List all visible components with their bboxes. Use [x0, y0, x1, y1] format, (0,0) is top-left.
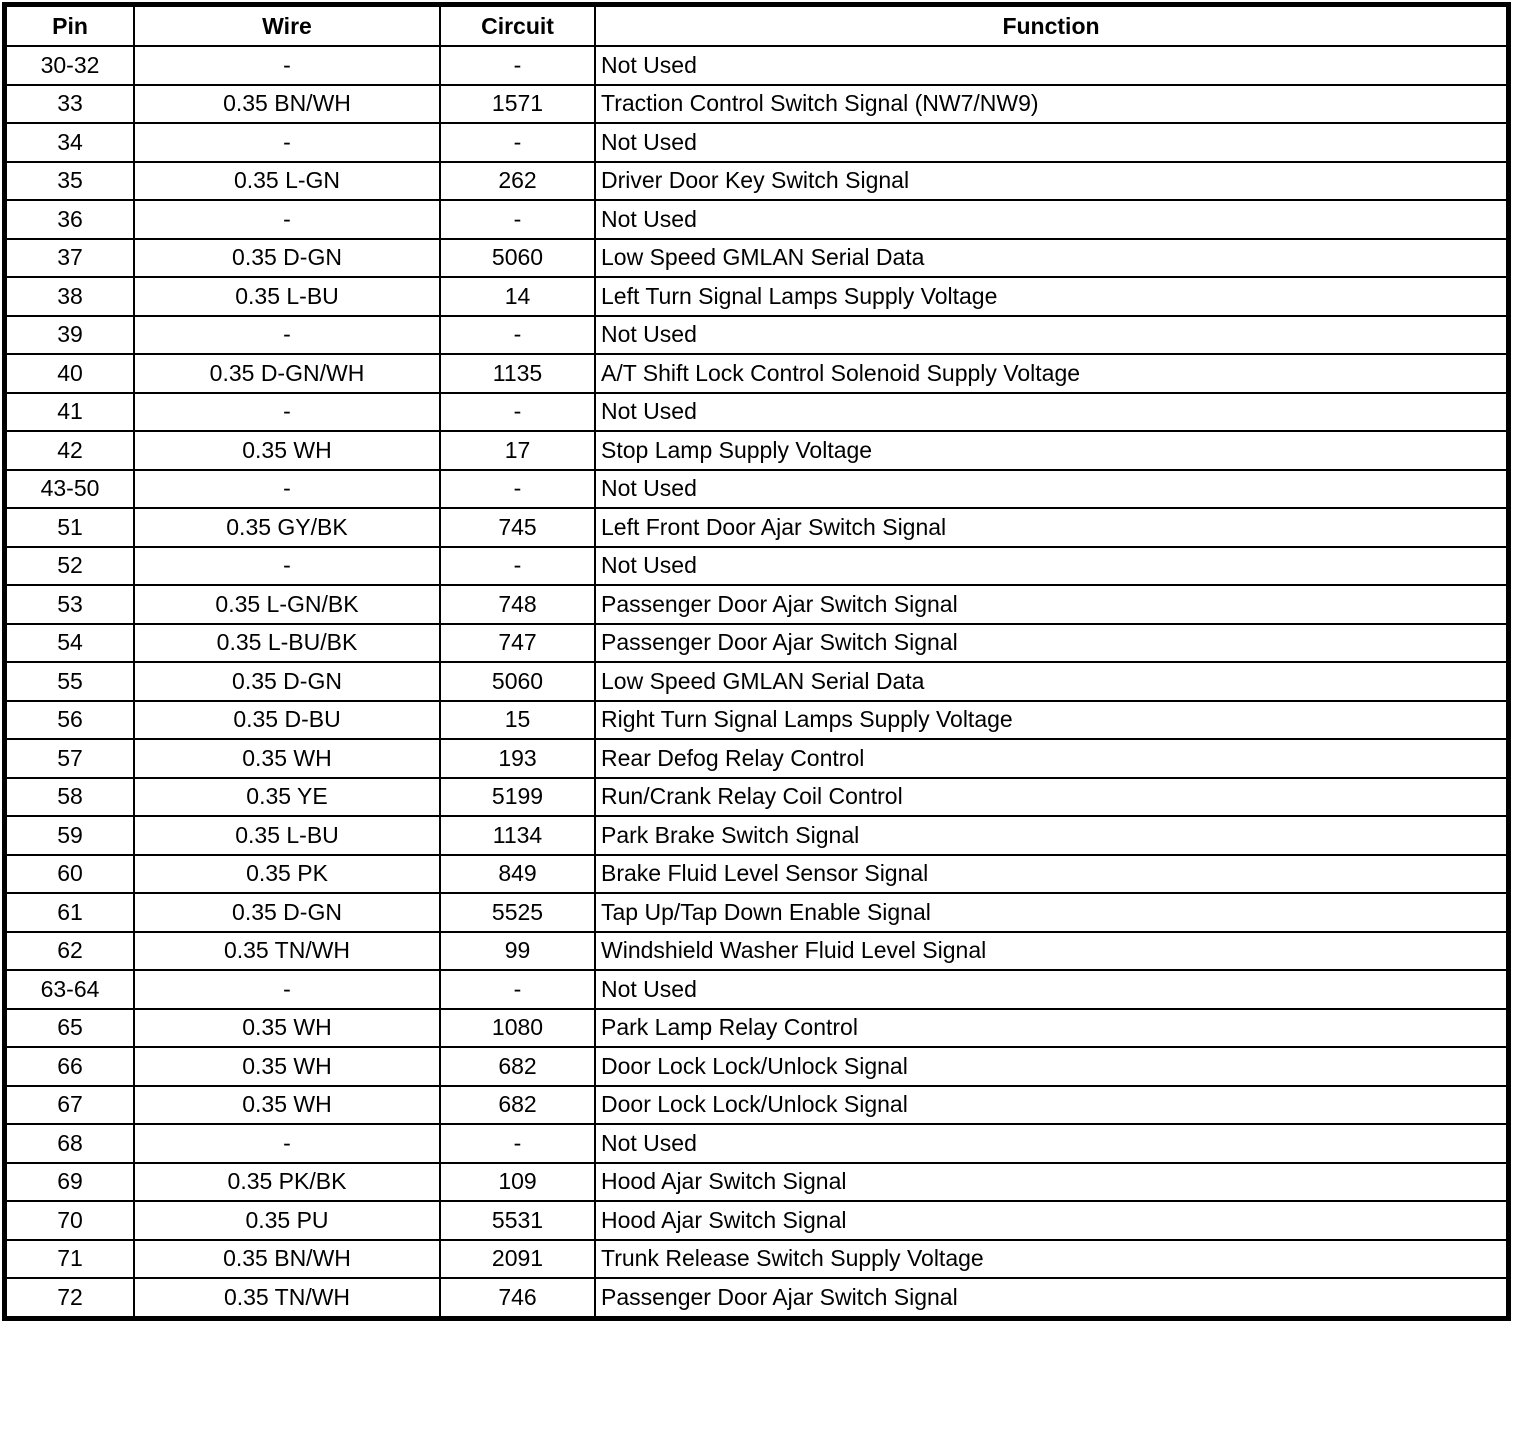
cell-function: Hood Ajar Switch Signal	[595, 1201, 1507, 1240]
cell-function: Not Used	[595, 470, 1507, 509]
cell-circuit: 5060	[440, 662, 595, 701]
cell-circuit: -	[440, 46, 595, 85]
table-row	[6, 778, 1507, 817]
table-row	[6, 816, 1507, 855]
table-row	[6, 470, 1507, 509]
table-row	[6, 393, 1507, 432]
table-row	[6, 1124, 1507, 1163]
cell-function: Not Used	[595, 123, 1507, 162]
cell-wire: 0.35 TN/WH	[134, 932, 440, 971]
cell-function: Passenger Door Ajar Switch Signal	[595, 624, 1507, 663]
header-row	[6, 6, 1507, 46]
cell-wire: -	[134, 200, 440, 239]
cell-function: Not Used	[595, 547, 1507, 586]
cell-wire: -	[134, 1124, 440, 1163]
cell-pin: 40	[6, 354, 134, 393]
cell-pin: 66	[6, 1047, 134, 1086]
cell-wire: 0.35 L-BU/BK	[134, 624, 440, 663]
table-row	[6, 431, 1507, 470]
cell-function: Door Lock Lock/Unlock Signal	[595, 1047, 1507, 1086]
cell-pin: 70	[6, 1201, 134, 1240]
cell-circuit: 1571	[440, 85, 595, 124]
cell-circuit: 5531	[440, 1201, 595, 1240]
cell-wire: 0.35 WH	[134, 1009, 440, 1048]
cell-pin: 67	[6, 1086, 134, 1125]
cell-wire: 0.35 D-GN	[134, 662, 440, 701]
cell-circuit: 262	[440, 162, 595, 201]
cell-function: A/T Shift Lock Control Solenoid Supply Voltage	[595, 354, 1507, 393]
cell-pin: 59	[6, 816, 134, 855]
cell-function: Brake Fluid Level Sensor Signal	[595, 855, 1507, 894]
cell-wire: 0.35 WH	[134, 1047, 440, 1086]
cell-circuit: 109	[440, 1163, 595, 1202]
cell-pin: 72	[6, 1278, 134, 1317]
cell-wire: 0.35 WH	[134, 739, 440, 778]
table-row	[6, 970, 1507, 1009]
cell-function: Right Turn Signal Lamps Supply Voltage	[595, 701, 1507, 740]
cell-wire: 0.35 BN/WH	[134, 1240, 440, 1279]
table-row	[6, 855, 1507, 894]
cell-pin: 53	[6, 585, 134, 624]
cell-function: Passenger Door Ajar Switch Signal	[595, 1278, 1507, 1317]
cell-pin: 55	[6, 662, 134, 701]
cell-function: Trunk Release Switch Supply Voltage	[595, 1240, 1507, 1279]
table-row	[6, 316, 1507, 355]
cell-wire: 0.35 GY/BK	[134, 508, 440, 547]
cell-pin: 56	[6, 701, 134, 740]
cell-circuit: 1080	[440, 1009, 595, 1048]
header-circuit: Circuit	[440, 6, 595, 46]
table-row	[6, 239, 1507, 278]
table-row	[6, 1278, 1507, 1317]
cell-pin: 33	[6, 85, 134, 124]
cell-circuit: 745	[440, 508, 595, 547]
table-row	[6, 1086, 1507, 1125]
cell-wire: 0.35 L-BU	[134, 816, 440, 855]
cell-function: Low Speed GMLAN Serial Data	[595, 662, 1507, 701]
cell-circuit: 14	[440, 277, 595, 316]
cell-pin: 61	[6, 893, 134, 932]
cell-pin: 42	[6, 431, 134, 470]
cell-wire: -	[134, 547, 440, 586]
cell-function: Run/Crank Relay Coil Control	[595, 778, 1507, 817]
table-row	[6, 162, 1507, 201]
cell-circuit: 1134	[440, 816, 595, 855]
cell-pin: 34	[6, 123, 134, 162]
table-row	[6, 624, 1507, 663]
cell-circuit: 746	[440, 1278, 595, 1317]
cell-function: Rear Defog Relay Control	[595, 739, 1507, 778]
table-row	[6, 1047, 1507, 1086]
cell-circuit: -	[440, 1124, 595, 1163]
cell-pin: 63-64	[6, 970, 134, 1009]
cell-wire: 0.35 BN/WH	[134, 85, 440, 124]
cell-circuit: -	[440, 123, 595, 162]
cell-function: Passenger Door Ajar Switch Signal	[595, 585, 1507, 624]
cell-pin: 43-50	[6, 470, 134, 509]
cell-wire: 0.35 WH	[134, 1086, 440, 1125]
cell-circuit: 5060	[440, 239, 595, 278]
cell-circuit: 99	[440, 932, 595, 971]
cell-pin: 38	[6, 277, 134, 316]
cell-pin: 68	[6, 1124, 134, 1163]
table-row	[6, 200, 1507, 239]
table-row	[6, 508, 1507, 547]
cell-pin: 60	[6, 855, 134, 894]
cell-circuit: 682	[440, 1086, 595, 1125]
cell-circuit: 5525	[440, 893, 595, 932]
cell-circuit: -	[440, 200, 595, 239]
cell-pin: 71	[6, 1240, 134, 1279]
cell-circuit: 747	[440, 624, 595, 663]
cell-wire: -	[134, 970, 440, 1009]
table-row	[6, 739, 1507, 778]
cell-pin: 36	[6, 200, 134, 239]
cell-circuit: -	[440, 970, 595, 1009]
cell-pin: 54	[6, 624, 134, 663]
cell-circuit: 15	[440, 701, 595, 740]
table-row	[6, 893, 1507, 932]
cell-wire: -	[134, 46, 440, 85]
table-row	[6, 932, 1507, 971]
cell-pin: 30-32	[6, 46, 134, 85]
cell-wire: 0.35 D-GN	[134, 239, 440, 278]
cell-pin: 51	[6, 508, 134, 547]
cell-wire: -	[134, 393, 440, 432]
cell-function: Windshield Washer Fluid Level Signal	[595, 932, 1507, 971]
cell-circuit: 682	[440, 1047, 595, 1086]
header-wire: Wire	[134, 6, 440, 46]
cell-wire: 0.35 D-GN/WH	[134, 354, 440, 393]
cell-function: Not Used	[595, 200, 1507, 239]
cell-circuit: -	[440, 470, 595, 509]
table-row	[6, 1240, 1507, 1279]
cell-wire: -	[134, 123, 440, 162]
cell-function: Left Turn Signal Lamps Supply Voltage	[595, 277, 1507, 316]
cell-wire: 0.35 PU	[134, 1201, 440, 1240]
cell-function: Low Speed GMLAN Serial Data	[595, 239, 1507, 278]
cell-circuit: 5199	[440, 778, 595, 817]
cell-pin: 58	[6, 778, 134, 817]
cell-pin: 62	[6, 932, 134, 971]
cell-wire: 0.35 L-GN	[134, 162, 440, 201]
cell-pin: 39	[6, 316, 134, 355]
cell-function: Left Front Door Ajar Switch Signal	[595, 508, 1507, 547]
cell-wire: -	[134, 316, 440, 355]
table-row	[6, 1163, 1507, 1202]
cell-circuit: 17	[440, 431, 595, 470]
cell-wire: 0.35 WH	[134, 431, 440, 470]
connector-pinout-table	[5, 5, 1508, 1318]
table-row	[6, 1009, 1507, 1048]
table-header	[6, 6, 1507, 46]
cell-function: Not Used	[595, 393, 1507, 432]
header-pin: Pin	[6, 6, 134, 46]
table-row	[6, 701, 1507, 740]
cell-wire: 0.35 D-GN	[134, 893, 440, 932]
cell-circuit: 193	[440, 739, 595, 778]
table-row	[6, 354, 1507, 393]
cell-function: Stop Lamp Supply Voltage	[595, 431, 1507, 470]
cell-wire: 0.35 PK/BK	[134, 1163, 440, 1202]
cell-function: Not Used	[595, 1124, 1507, 1163]
cell-circuit: 748	[440, 585, 595, 624]
cell-function: Driver Door Key Switch Signal	[595, 162, 1507, 201]
cell-wire: -	[134, 470, 440, 509]
cell-function: Not Used	[595, 970, 1507, 1009]
table-row	[6, 585, 1507, 624]
cell-circuit: 1135	[440, 354, 595, 393]
table-row	[6, 1201, 1507, 1240]
cell-function: Traction Control Switch Signal (NW7/NW9)	[595, 85, 1507, 124]
cell-circuit: 2091	[440, 1240, 595, 1279]
cell-pin: 35	[6, 162, 134, 201]
cell-function: Tap Up/Tap Down Enable Signal	[595, 893, 1507, 932]
cell-function: Hood Ajar Switch Signal	[595, 1163, 1507, 1202]
cell-wire: 0.35 YE	[134, 778, 440, 817]
cell-pin: 37	[6, 239, 134, 278]
cell-wire: 0.35 PK	[134, 855, 440, 894]
table-row	[6, 85, 1507, 124]
cell-function: Not Used	[595, 46, 1507, 85]
cell-wire: 0.35 L-GN/BK	[134, 585, 440, 624]
cell-pin: 57	[6, 739, 134, 778]
cell-circuit: -	[440, 316, 595, 355]
cell-pin: 41	[6, 393, 134, 432]
cell-function: Park Brake Switch Signal	[595, 816, 1507, 855]
cell-circuit: -	[440, 393, 595, 432]
cell-function: Door Lock Lock/Unlock Signal	[595, 1086, 1507, 1125]
cell-pin: 65	[6, 1009, 134, 1048]
cell-function: Park Lamp Relay Control	[595, 1009, 1507, 1048]
table-row	[6, 547, 1507, 586]
table-body	[6, 46, 1507, 1317]
table-row	[6, 46, 1507, 85]
header-function: Function	[595, 6, 1507, 46]
cell-function: Not Used	[595, 316, 1507, 355]
table-row	[6, 277, 1507, 316]
table-row	[6, 662, 1507, 701]
cell-wire: 0.35 D-BU	[134, 701, 440, 740]
cell-circuit: -	[440, 547, 595, 586]
cell-circuit: 849	[440, 855, 595, 894]
table-row	[6, 123, 1507, 162]
cell-wire: 0.35 TN/WH	[134, 1278, 440, 1317]
cell-wire: 0.35 L-BU	[134, 277, 440, 316]
cell-pin: 52	[6, 547, 134, 586]
cell-pin: 69	[6, 1163, 134, 1202]
